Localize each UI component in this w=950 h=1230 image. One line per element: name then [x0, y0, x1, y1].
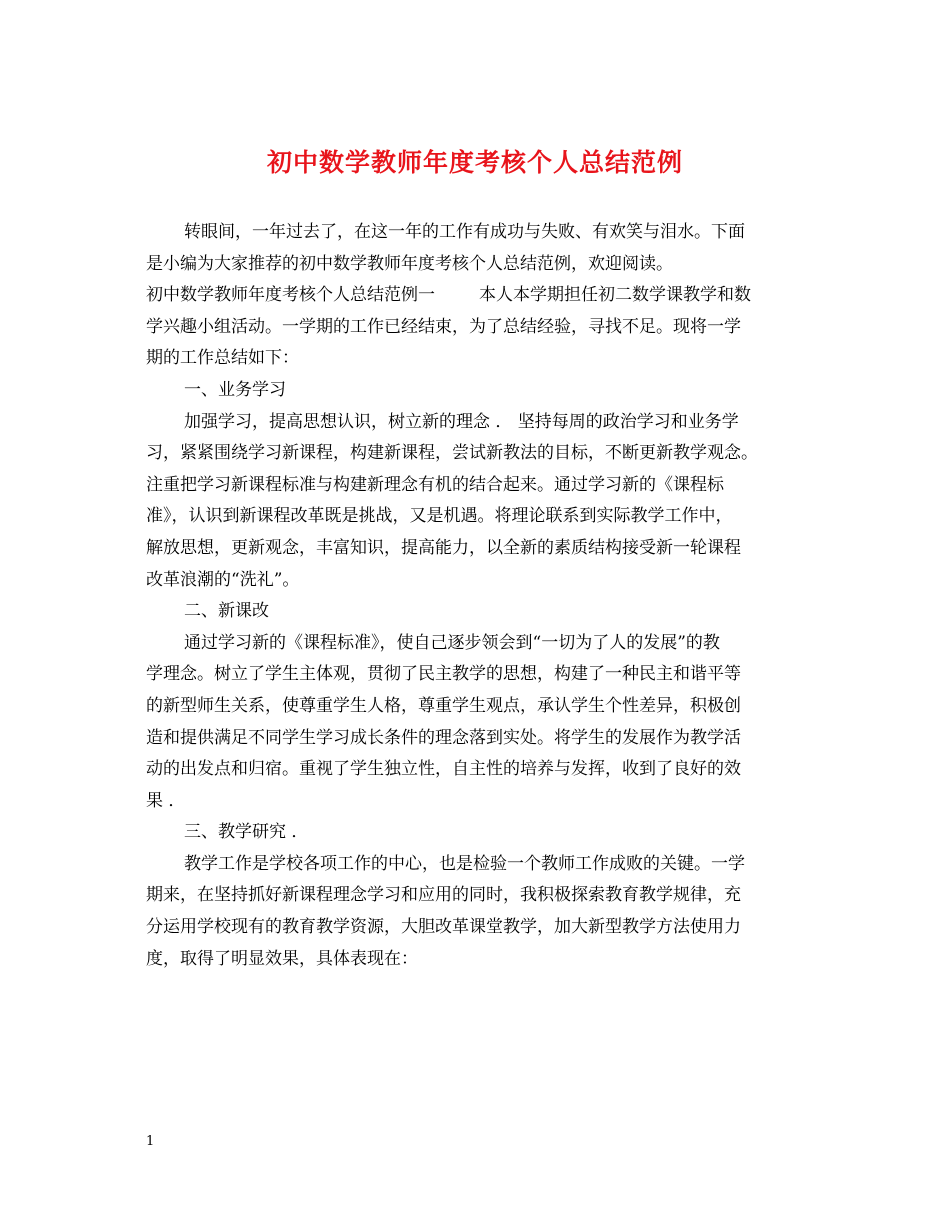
paragraph-line: 果 ． [146, 790, 186, 811]
paragraph-line: 造和提供满足不同学生学习成长条件的理念落到实处。将学生的发展作为教学活 [146, 727, 741, 748]
document-body [146, 217, 806, 975]
page-number: 1 [146, 1134, 155, 1149]
paragraph-text: 本人本学期担任初二数学课教学和数 [479, 285, 751, 306]
section-heading: 一、业务学习 [184, 379, 286, 400]
paragraph-line: 解放思想，更新观念，丰富知识，提高能力，以全新的素质结构接受新一轮课程 [146, 537, 741, 558]
paragraph-line: 度，取得了明显效果，具体表现在： [146, 948, 418, 969]
section-heading: 二、新课改 [184, 601, 269, 622]
paragraph-line: 动的出发点和归宿。重视了学生独立性，自主性的培养与发挥，收到了良好的效 [146, 759, 741, 780]
paragraph-line: 是小编为大家推荐的初中数学教师年度考核个人总结范例，欢迎阅读。 [146, 253, 673, 274]
paragraph-line [146, 280, 806, 312]
paragraph-line: 学兴趣小组活动。一学期的工作已经结束，为了总结经验，寻找不足。现将一学 [146, 316, 741, 337]
paragraph-line: 加强学习，提高思想认识，树立新的理念 ． 坚持每周的政治学习和业务学 [184, 411, 739, 432]
paragraph-line: 准》，认识到新课程改革既是挑战，又是机遇。将理论联系到实际教学工作中， [146, 506, 733, 527]
paragraph-line: 学理念。树立了学生主体观，贯彻了民主教学的思想，构建了一种民主和谐平等 [146, 664, 741, 685]
paragraph-line: 分运用学校现有的教育教学资源，大胆改革课堂教学，加大新型教学方法使用力 [146, 917, 741, 938]
section-heading: 三、教学研究 ． [184, 822, 309, 843]
paragraph-line: 注重把学习新课程标准与构建新理念有机的结合起来。通过学习新的《课程标 [146, 474, 724, 495]
paragraph-line: 转眼间，一年过去了，在这一年的工作有成功与失败、有欢笑与泪水。下面 [184, 222, 745, 242]
paragraph-line: 期的工作总结如下： [146, 348, 299, 369]
paragraph-line: 期来，在坚持抓好新课程理念学习和应用的同时，我积极探索教育教学规律，充 [146, 885, 741, 906]
paragraph-line: 教学工作是学校各项工作的中心，也是检验一个教师工作成败的关键。一学 [184, 853, 745, 874]
document-title: 初中数学教师年度考核个人总结范例 [266, 148, 683, 177]
paragraph-line: 通过学习新的《课程标准》，使自己逐步领会到“一切为了人的发展”的教 [184, 632, 720, 653]
paragraph-line: 的新型师生关系，使尊重学生人格，尊重学生观点，承认学生个性差异，积极创 [146, 695, 741, 716]
paragraph-line: 习，紧紧围绕学习新课程，构建新课程，尝试新教法的目标，不断更新教学观念。 [146, 443, 758, 464]
paragraph-line: 改革浪潮的“洗礼”。 [146, 569, 300, 590]
section-heading-example-one: 初中数学教师年度考核个人总结范例一 [146, 285, 435, 306]
